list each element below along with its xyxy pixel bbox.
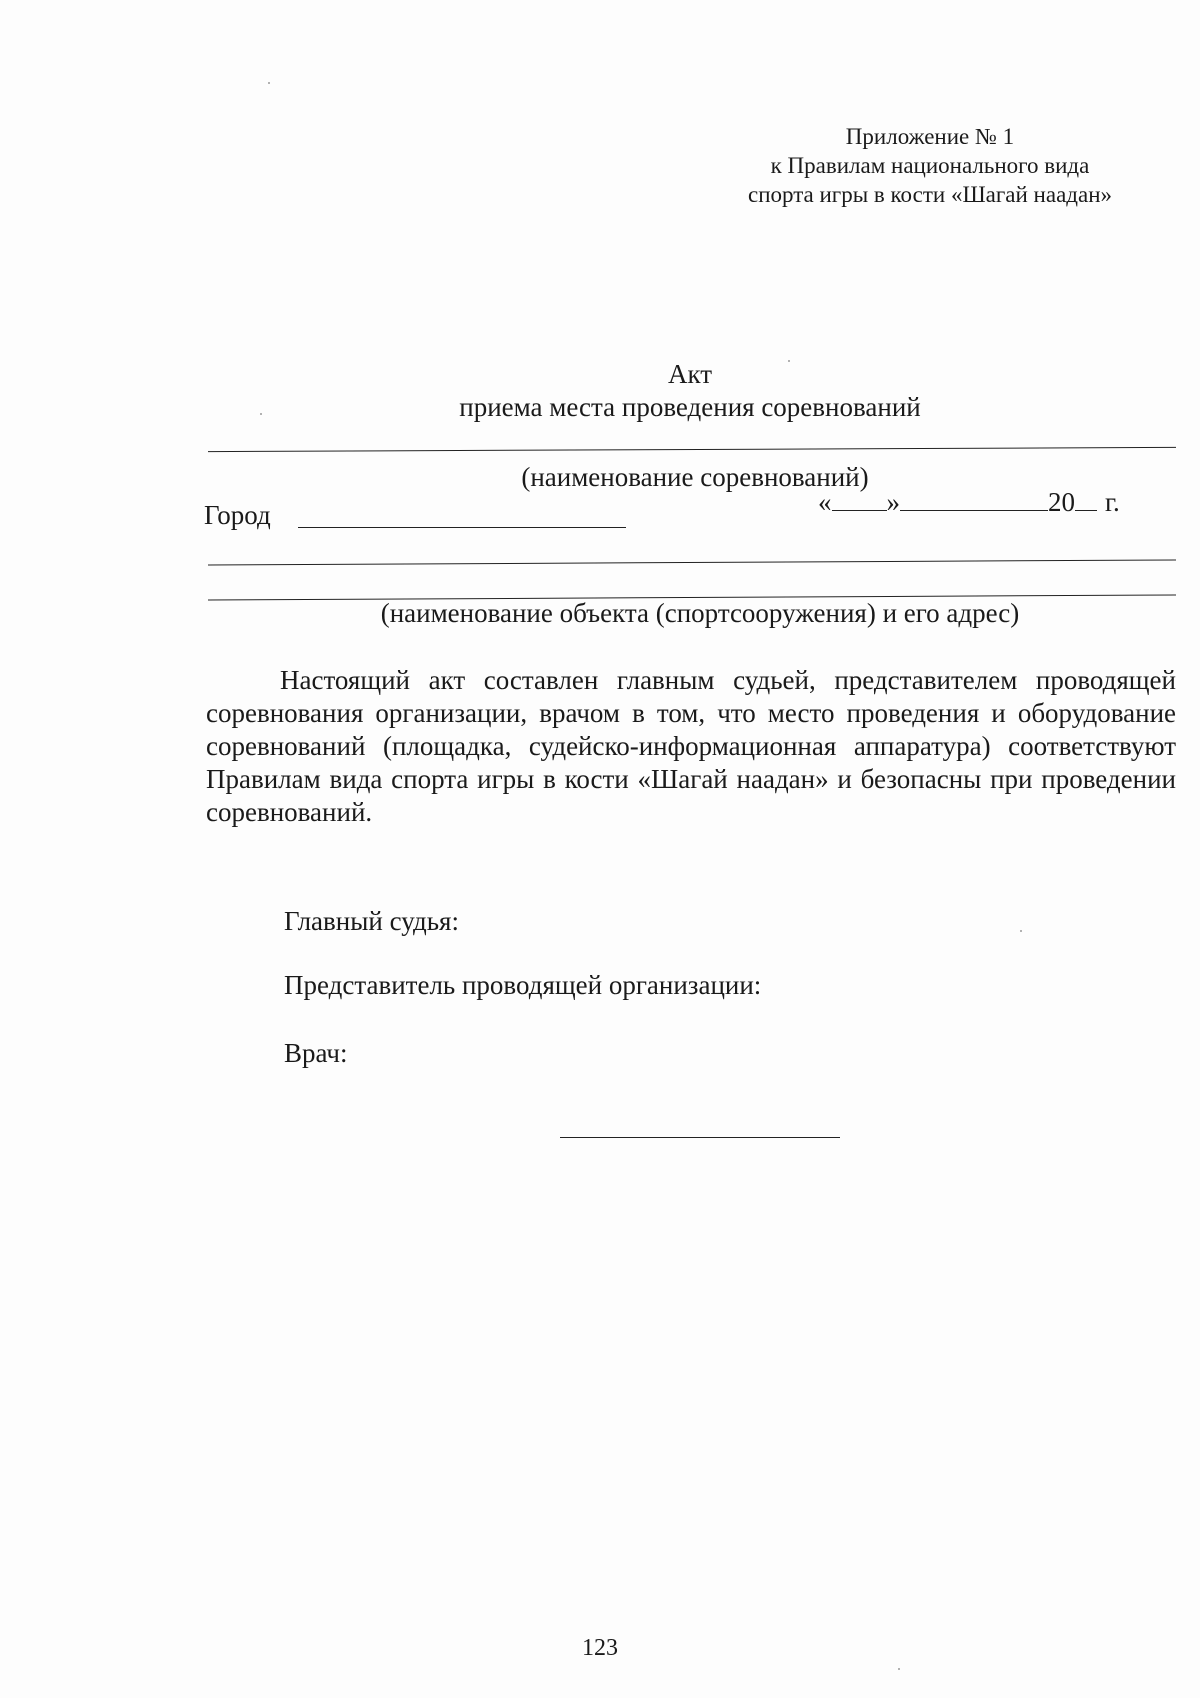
year-prefix: 20 [1048,487,1075,517]
organization-rep-label: Представитель проводящей организации: [284,970,762,1000]
title-subject: приема места проведения соревнований [459,392,921,422]
scan-speck [260,413,262,415]
scan-speck [268,82,270,84]
year-blank [1075,488,1097,511]
scan-speck [898,1668,900,1670]
year-suffix: г. [1105,487,1120,517]
annex-sport-name: спорта игры в кости «Шагай наадан» [747,182,1112,207]
object-name-caption: (наименование объекта (спортсооружения) и его адрес) [380,598,1020,628]
date-open-quote: « [818,487,832,517]
annex-header [700,122,1160,209]
object-line-1 [208,559,1176,565]
act-statement: Настоящий акт составлен главным судьей, представителем проводящей соревнования организации, врачом в том, что место проведения и оборудование соревнований (площадка, судейско-информационная аппаратура) соответствуют Правилам вида спорта игры в кости «Шагай наадан» и безопасны при проведении соревнований. [206,665,1176,827]
scan-speck [1020,930,1022,932]
day-blank [832,488,887,511]
chief-judge-label: Главный судья: [284,906,459,936]
annex-reference: к Правилам национального вида [770,153,1090,178]
annex-number: Приложение № 1 [845,124,1015,149]
competition-name-caption: (наименование соревнований) [521,462,869,492]
page-number: 123 [582,1635,618,1661]
competition-name-line [208,447,1176,452]
date-close-quote: » [886,487,900,517]
title-act: Акт [667,359,713,389]
date-field [818,487,1120,518]
doctor-label: Врач: [284,1038,348,1068]
month-blank [900,488,1048,511]
signature-divider-line [560,1137,840,1138]
document-title [200,358,1180,424]
city-label: Город [204,500,271,530]
scan-speck [788,360,790,362]
city-line [298,527,626,528]
